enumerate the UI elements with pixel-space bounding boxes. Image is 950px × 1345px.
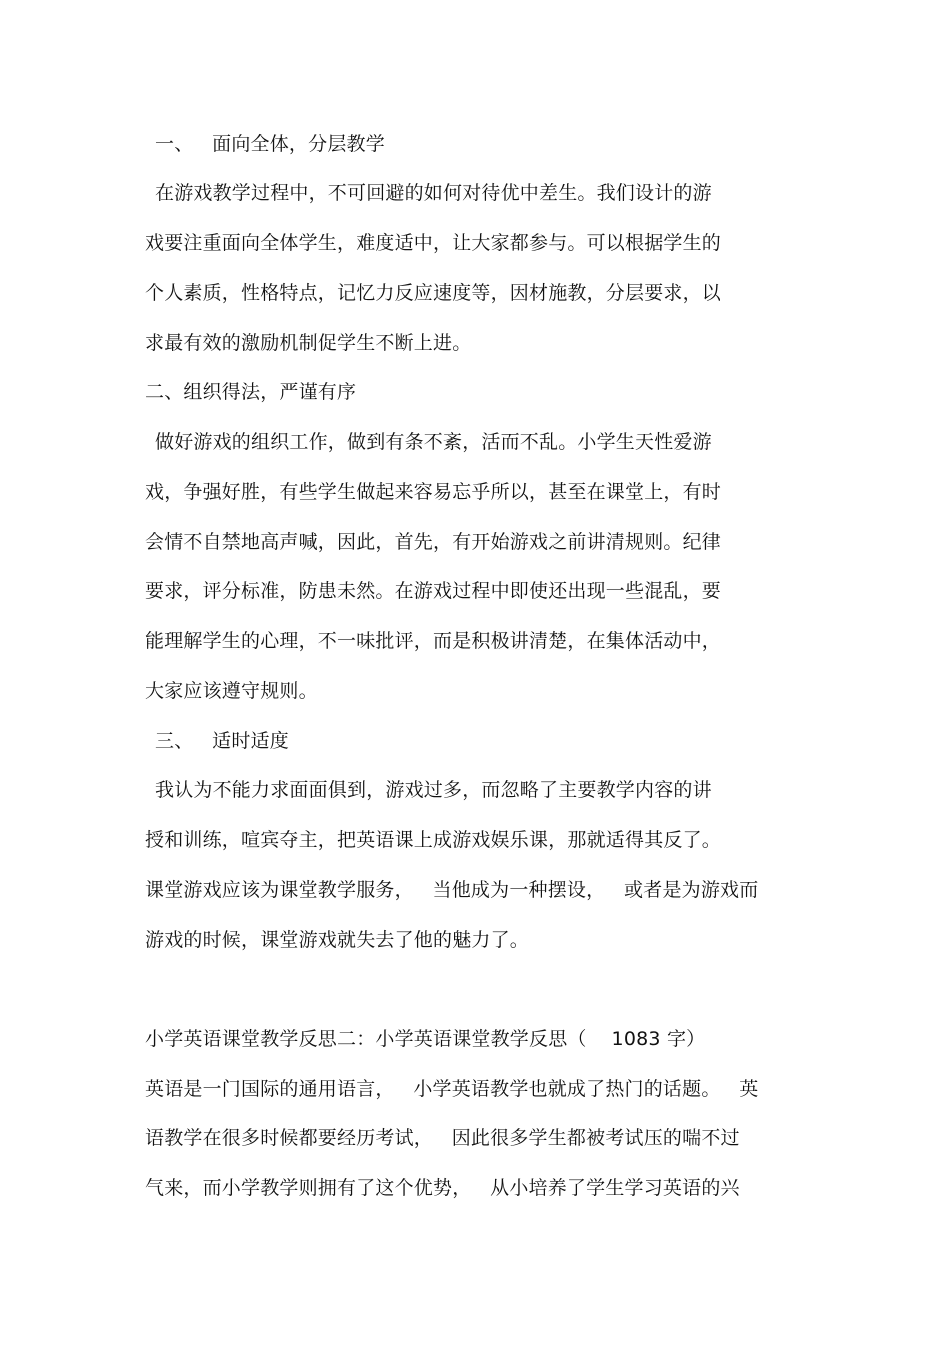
section-heading-1: 一、 面向全体，分层教学 bbox=[155, 133, 385, 155]
paragraph-line: 语教学在很多时候都要经历考试， 因此很多学生都被考试压的喘不过 bbox=[145, 1127, 740, 1149]
article-title: 小学英语课堂教学反思二：小学英语课堂教学反思（ 1083 字） bbox=[145, 1028, 706, 1050]
paragraph-line: 戏要注重面向全体学生，难度适中，让大家都参与。可以根据学生的 bbox=[145, 232, 722, 254]
paragraph-line: 会情不自禁地高声喊，因此，首先，有开始游戏之前讲清规则。纪律 bbox=[145, 531, 722, 553]
paragraph-line: 气来，而小学教学则拥有了这个优势， 从小培养了学生学习英语的兴 bbox=[145, 1177, 740, 1199]
paragraph-line: 在游戏教学过程中，不可回避的如何对待优中差生。我们设计的游 bbox=[155, 182, 712, 204]
section-heading-3: 三、 适时适度 bbox=[155, 730, 289, 752]
paragraph-line: 能理解学生的心理，不一味批评，而是积极讲清楚，在集体活动中， bbox=[145, 630, 722, 652]
paragraph-line: 做好游戏的组织工作，做到有条不紊，活而不乱。小学生天性爱游 bbox=[155, 431, 712, 453]
paragraph-line: 英语是一门国际的通用语言， 小学英语教学也就成了热门的话题。 英 bbox=[145, 1078, 759, 1100]
paragraph-line: 戏，争强好胜，有些学生做起来容易忘乎所以，甚至在课堂上，有时 bbox=[145, 481, 722, 503]
paragraph-line: 游戏的时候，课堂游戏就失去了他的魅力了。 bbox=[145, 929, 530, 951]
paragraph-line: 我认为不能力求面面俱到，游戏过多，而忽略了主要教学内容的讲 bbox=[155, 779, 712, 801]
section-heading-2: 二、组织得法，严谨有序 bbox=[145, 381, 357, 403]
paragraph-line: 课堂游戏应该为课堂教学服务， 当他成为一种摆设， 或者是为游戏而 bbox=[145, 879, 759, 901]
paragraph-line: 求最有效的激励机制促学生不断上进。 bbox=[145, 332, 472, 354]
paragraph-line: 个人素质，性格特点，记忆力反应速度等，因材施教，分层要求，以 bbox=[145, 282, 722, 304]
paragraph-line: 授和训练，喧宾夺主，把英语课上成游戏娱乐课，那就适得其反了。 bbox=[145, 829, 722, 851]
paragraph-line: 要求，评分标准，防患未然。在游戏过程中即使还出现一些混乱，要 bbox=[145, 580, 722, 602]
paragraph-line: 大家应该遵守规则。 bbox=[145, 680, 318, 702]
